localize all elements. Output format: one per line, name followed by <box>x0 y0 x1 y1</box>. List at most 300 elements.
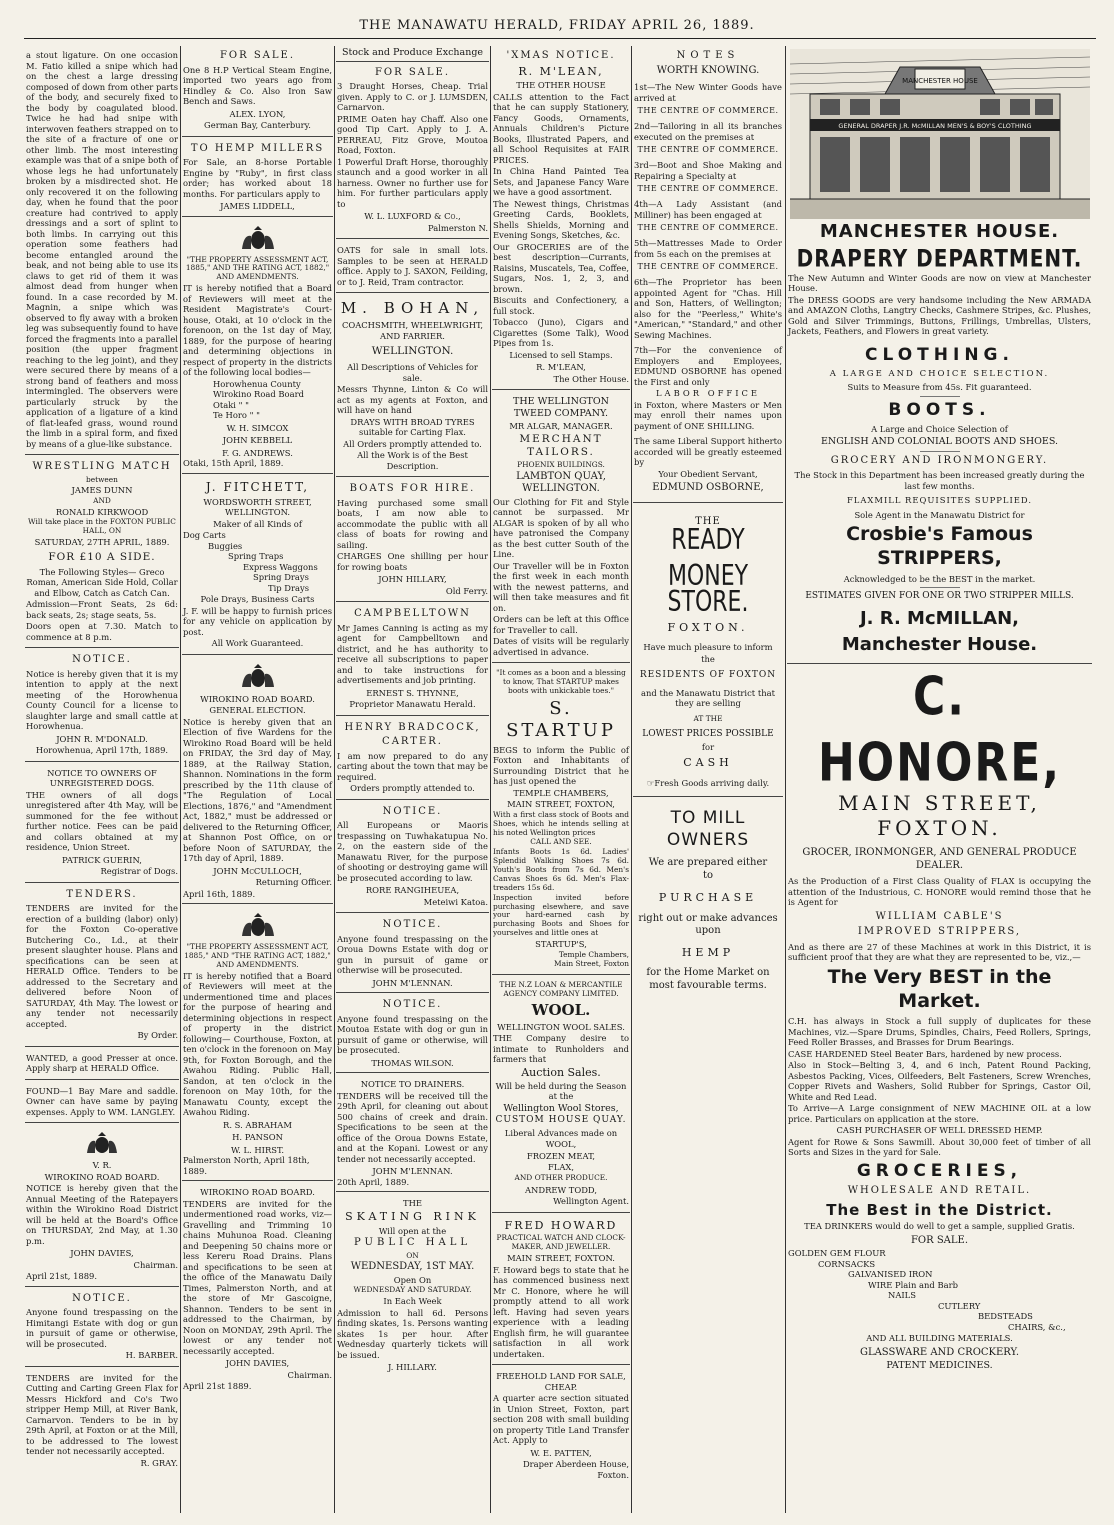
ad-text: Anyone found trespassing on the Himitangi Estate with dog or gun in pursuit of game or otherwise, will be prosecuted. <box>26 1307 178 1349</box>
column-1 <box>25 46 179 1515</box>
ad-date: Palmerston North, April 18th, 1889. <box>183 1155 310 1176</box>
ad-subtitle: WORTH KNOWING. <box>656 64 760 76</box>
ad-subtitle: A LARGE AND CHOICE SELECTION. <box>829 368 1050 379</box>
ad-text: Having purchased some small boats, I am now able to accommodate the public with all class of boats for rowing and sailing. <box>337 497 488 550</box>
xmas-notice-ad <box>492 46 630 390</box>
ad-text: Will be held during the Season at the <box>495 1080 627 1101</box>
column-rule <box>785 46 786 1513</box>
ad-title: NOTICE TO OWNERS OF UNREGISTERED DOGS. <box>47 767 157 789</box>
campbelltown-ad <box>336 604 489 716</box>
ad-text: TENDERS are invited for the Cutting and Carting Green Flax for Messrs Hickford and Co's Two stripper Hemp Mill, at River Bank, Carnarvon. Tenders to be in by 29th April, at Foxton or at the Mill, to be addressed to The lowest tender not necessarily accepted. <box>26 1372 178 1457</box>
story-text: a stout ligature. On one occasion M. Fatio killed a snipe which had on the chest a large dressing composed of down from other parts of the body, and securely fixed to the body by coagulated blood. Twice he had had snipe with interwoven feathers strapped on to the site of a fracture of one or other limb. The most interesting example was that of a snipe both of whose legs he had unfortunately broken by a misdirected shot. He only recovered it on the following day, when he found that the poor creature had contrived to apply dressings and a sort of splint to both limbs. In carrying out this operation some feathers had become entangled around the beak, and not being able to use its claws to get rid of them it was almost dead from hunger when found. In a case recorded by M. Magnin, a snipe which was observed to fly away with a broken leg was subsequently found to have forced the fragments into a parallel position (the upper fragment reaching to the leg joint), and they were secured there by means of a strong band of feathers and moss intermingled. The observers were particularly struck by the application of a ligature of a kind of flat-leafed grass, wound round the limb in a spiral form, and fixed by means of a glue-like substance. <box>26 50 178 449</box>
ad-text: CALL AND SEE. <box>530 837 592 847</box>
drainers-ad <box>336 1075 489 1192</box>
ad-text: For Sale, an 8-horse Portable Engine by "Ruby", in first class order; has worked about 18 months. For particulars apply to <box>183 157 332 199</box>
ad-text: CUSTOM HOUSE QUAY. <box>495 1115 627 1126</box>
ad-quote: "It comes as a boon and a blessing to know, That STARTUP makes boots with unkickable toes." <box>496 668 626 695</box>
ad-text: Our Clothing for Fit and Style cannot be surpassed. Mr ALGAR is spoken of by all who have patronised the Company as the best cutter South of the Line. <box>493 496 629 560</box>
ad-text: Inspection invited before purchasing elsewhere, and save your hard-earned cash by purchasing Boots and Shoes for yourselves and little ones at <box>493 892 629 938</box>
ad-text: THE N.Z LOAN & MERCANTILE AGENCY COMPANY LIMITED. <box>499 980 623 999</box>
dogs-notice <box>25 764 179 883</box>
ad-title: "THE PROPERTY ASSESSMENT ACT, 1885," AND THE RATING ACT, 1882," AND AMENDMENTS. <box>185 254 330 282</box>
tuwhakatupua-notice <box>336 802 489 914</box>
ad-text: CHARGES One shilling per hour for rowing boats <box>337 551 488 572</box>
list-item: Spring Drays <box>253 572 309 583</box>
divider <box>920 396 960 397</box>
ad-text: THE Company desire to intimate to Runholders and farmers that <box>493 1033 629 1065</box>
ad-title: J. FITCHETT, <box>205 479 310 494</box>
centre-of-commerce: THE CENTRE OF COMMERCE. <box>637 184 779 193</box>
ad-text: Maker of all Kinds of <box>213 518 302 529</box>
signature: J. HILLARY. <box>388 1362 437 1373</box>
ad-text: Agent for Rowe & Sons Sawmill. About 30,000 feet of timber of all Sorts and Sizes in the yard for Sale. <box>788 1136 1091 1158</box>
column-4 <box>492 46 630 1515</box>
bohan-ad <box>336 295 489 477</box>
ad-date: April 21st 1889. <box>183 1381 252 1392</box>
ad-title: "THE PROPERTY ASSESSMENT ACT, 1885," AND "THE RATING ACT, 1882," AND AMENDMENTS. <box>184 942 331 969</box>
list-item: FLAX, <box>547 1162 575 1173</box>
ad-text: IT is hereby notified that a Board of Reviewers will meet at the Resident Magistrate's Court-house, Otaki, at 10 o'clock in the forenoon, on the 1st day of May, 1889, for the purpose of hearing and determining objections in respect of property in the districts of the following local bodies— <box>183 283 332 378</box>
ad-text: LOWEST PRICES POSSIBLE <box>642 729 774 740</box>
merchant-name: C. HONORE, <box>817 666 1062 794</box>
ad-text: DRAYS WITH BROAD TYRES suitable for Carting Flax. <box>350 416 475 438</box>
manchester-house-ad <box>787 46 1092 664</box>
wirokino-meeting-ad <box>25 1125 179 1287</box>
ad-text: Palmerston N. <box>427 222 488 233</box>
ad-text: for <box>701 741 715 752</box>
list-item: Buggies <box>208 540 243 551</box>
building-sign-text: MANCHESTER HOUSE <box>901 77 978 85</box>
centre-of-commerce: THE CENTRE OF COMMERCE. <box>637 223 779 232</box>
wrestler-name: JAMES DUNN <box>71 485 133 496</box>
ad-text: Wellington Wool Stores, <box>503 1102 619 1114</box>
ad-text: 1 Powerful Draft Horse, thoroughly staunch and a good worker in all harness. Owner no further use for him. For further particulars apply to <box>337 156 488 209</box>
masthead-rule <box>24 38 1096 39</box>
royal-crest-icon <box>238 912 278 940</box>
ad-text: CASE HARDENED Steel Beater Bars, hardened by new process. <box>788 1048 1062 1059</box>
ad-text: I am now prepared to do any carting about the town that may be required. <box>337 750 488 782</box>
ad-text: WANTED, a good Presser at once. Apply sharp at HERALD Office. <box>26 1052 178 1074</box>
ad-text: J. F. will be happy to furnish prices for any vehicle on application by post. <box>183 605 332 637</box>
ad-subtitle: FLAXMILL REQUISITES SUPPLIED. <box>847 495 1032 505</box>
merchant-address: MAIN STREET, FOXTON. <box>838 791 1041 841</box>
ad-text: Sole Agent in the Manawatu District for <box>854 509 1025 520</box>
ad-text: To Arrive—A Large consignment of NEW MACHINE OIL at a low price. Particulars on application at the store. <box>788 1103 1091 1124</box>
royal-crest-icon <box>238 225 278 253</box>
signature-role: Draper Aberdeen House, Foxton. <box>522 1459 629 1480</box>
signature: ALEX. LYON, <box>229 108 286 119</box>
signature: ERNEST S. THYNNE, <box>366 687 459 698</box>
list-item: BEDSTEADS <box>978 1311 1033 1322</box>
ad-text: With a first class stock of Boots and Shoes, which he intends selling at his noted Wellington prices <box>493 809 629 837</box>
list-item: Spring Traps <box>228 551 284 562</box>
ad-title: THE WELLINGTON TWEED COMPANY. <box>513 396 609 420</box>
ad-text: In Each Week <box>383 1296 442 1307</box>
department-title: GROCERY AND IRONMONGERY. <box>830 454 1049 466</box>
found-ad <box>25 1082 179 1124</box>
list-item: Horowhenua County <box>213 378 301 389</box>
list-item: Dog Carts <box>183 530 226 541</box>
boats-ad <box>336 479 489 602</box>
product-name: WILLIAM CABLE'S <box>875 910 1004 922</box>
signature: W. E. PATTEN, <box>530 1447 592 1458</box>
ad-text: LAMBTON QUAY, WELLINGTON. <box>516 470 606 495</box>
ad-title: FREEHOLD LAND FOR SALE, CHEAP. <box>496 1371 626 1392</box>
column-rule <box>631 46 632 1513</box>
ad-text: GLASSWARE AND CROCKERY. <box>859 1346 1020 1358</box>
list-item: Express Waggons <box>243 561 318 572</box>
ad-text: ON <box>406 1250 419 1260</box>
ad-title: NOTICE. <box>382 805 443 817</box>
oats-ad <box>336 241 489 293</box>
wirokino-tenders-ad <box>182 1183 333 1396</box>
department-title: GROCERIES, <box>856 1160 1023 1181</box>
ad-text: Tobacco (Juno), Cigars and Cigarettes (Some Talk), Wood Pipes from 1s. <box>493 317 629 349</box>
fitchett-ad <box>182 476 333 655</box>
centre-of-commerce: THE CENTRE OF COMMERCE. <box>637 262 779 271</box>
ad-text: TEA DRINKERS would do well to get a sample, supplied Gratis. <box>804 1221 1075 1232</box>
ad-subtitle: THE OTHER HOUSE <box>516 80 606 91</box>
ad-text: Temple Chambers, <box>558 949 629 959</box>
ad-text: Notice is hereby given that an Election of five Wardens for the Wirokino Road Board will be held on FRIDAY, the 3rd day of May, 1889, at the Railway Station, Shannon. Nominations in the form prescribed by the 11th clause of "The Regulation of Local Elections, 1876," and "Amendment Act, 1882," must be addressed or delivered to the Returning Officer, at Shannon Post Office, on or before Noon of SATURDAY, the 17th day of April, 1889. <box>183 716 332 864</box>
ad-title: WOOL. <box>531 1001 591 1019</box>
ad-text: Anyone found trespassing on the Oroua Downs Estate with dog or gun in pursuit of game or otherwise will be prosecuted. <box>337 933 488 976</box>
snipe-story <box>25 46 179 455</box>
signature: By Order. <box>137 1030 178 1041</box>
ad-text: PATENT MEDICINES. <box>886 1360 993 1372</box>
skating-rink-ad <box>336 1194 489 1377</box>
ad-text: Mr James Canning is acting as my agent for Campbelltown and district, and he has authority to receive all subscriptions to paper and to take instructions for advertisements and job printing. <box>337 622 488 686</box>
ad-title: FRED HOWARD <box>504 1218 618 1232</box>
for-sale-engine-ad <box>182 46 333 137</box>
royal-crest-icon <box>83 1131 121 1157</box>
list-item: FROZEN MEAT, <box>526 1150 596 1161</box>
ad-text: And as there are 27 of these Machines at work in this District, it is sufficient proof that they are what they are represented to be, viz.,— <box>788 941 1091 963</box>
ad-subtitle: WELLINGTON WOOL SALES. <box>497 1021 625 1032</box>
ad-text: Our GROCERIES are of the best description—Currants, Raisins, Muscatels, Tea, Coffee, Sugars, Nos. 1, 2, 3, and brown. <box>493 241 629 294</box>
signature-role: Chairman. <box>133 1259 178 1270</box>
ad-title: NOTES <box>676 50 740 61</box>
ad-title: M. BOHAN, <box>340 299 485 318</box>
notice-ad <box>25 650 179 762</box>
note-item: 3rd—Boot and Shoe Making and Repairing a Specialty at <box>634 160 782 181</box>
event-date: WEDNESDAY, 1ST MAY. <box>350 1261 475 1273</box>
ad-text: for the Home Market on most favourable terms. <box>646 967 770 991</box>
ad-text: WEDNESDAY AND SATURDAY. <box>353 1285 472 1295</box>
osborne-notes-ad <box>633 46 783 503</box>
ad-text: ☞Fresh Goods arriving daily. <box>646 777 770 788</box>
ad-text: IT is hereby notified that a Board of Reviewers will meet at the undermentioned time and places for the purpose of hearing and determining objections in respect of property in the district following— Courthouse, Foxton, at ten o'clock in the forenoon on May 9th, for Foxton Borough, and the Awahou Riding. Public Hall, Sandon, at ten o'clock in the forenoon on May 10th, for the Manawatu County, except the Awahou Riding. <box>183 970 332 1118</box>
list-item: Tip Drays <box>268 582 310 593</box>
ad-subtitle: FOXTON. <box>667 620 749 634</box>
ad-text: HEMP <box>681 945 735 959</box>
bradcock-ad <box>336 718 489 800</box>
ad-text: The New Autumn and Winter Goods are now on view at Manchester House. <box>788 272 1091 293</box>
event-date: SATURDAY, 27TH APRIL, 1889. <box>34 537 170 547</box>
list-item: Te Horo " " <box>213 410 260 421</box>
divider <box>920 451 960 452</box>
column-rule <box>180 46 181 1513</box>
ad-text: THE <box>695 515 721 527</box>
assessment-ad-otaki <box>182 219 333 474</box>
section-title: Stock and Produce Exchange <box>336 47 489 62</box>
ad-text: As the Production of a First Class Quality of FLAX is occupying the attention of the Industrious, C. HONORE would remind those that he is Agent for <box>788 876 1091 908</box>
signature: W. L. HIRST. <box>230 1144 285 1155</box>
ad-text: AND OTHER PRODUCE. <box>514 1172 608 1182</box>
ad-title: NOTICE. <box>72 654 132 666</box>
column-6 <box>787 46 1092 1515</box>
ad-title: STORE. <box>667 586 749 619</box>
ad-text: Doors open at 7.30. Match to commence at 8 p.m. <box>26 621 178 642</box>
ad-text: TENDERS are invited for the undermentioned road works, viz— Gravelling and Trimming 10 chains Muhunoa Road. Cleaning and Deepening 50 chains more or less Kereru Road Drains. Plans and specifications to be seen at the office of the Manawatu Daily Times, Palmerston North, and at the store of Mr Gascoigne, Shannon. Tenders to be sent in addressed to the Chairman, by Noon on MONDAY, 29th April. The lowest or any tender not necessarily accepted. <box>183 1198 332 1356</box>
ad-text: Main Street, Foxton <box>554 959 629 969</box>
ad-text: C.H. has always in Stock a full supply of duplicates for these Machines, viz.—Spare Drums, Spindles, Chairs, Feed Rollers, Springs, Feed Roller Brasses, and Brasses for Drum Bearings. <box>788 1016 1091 1048</box>
honore-ad <box>787 666 1092 1377</box>
ad-text: PHOENIX BUILDINGS. <box>517 459 605 469</box>
ad-text: AT THE <box>693 713 723 723</box>
ad-text: F. Howard begs to state that he has commenced business next Mr C. Honore, where he will promptly attend to all work left. Having had seven years experience with a leading English firm, he will guarantee satisfaction in all work undertaken. <box>493 1264 629 1359</box>
ad-subtitle: FOR SALE. <box>910 1234 969 1246</box>
signature-role: Returning Officer. <box>255 877 332 888</box>
ad-title: BOATS FOR HIRE. <box>349 483 476 495</box>
ad-title: NOTICE. <box>382 999 443 1011</box>
signature: W. L. LUXFORD & Co., <box>364 211 461 222</box>
ad-date: 20th April, 1889. <box>337 1176 410 1187</box>
ad-subtitle: GROCER, IRONMONGER, AND GENERAL PRODUCE DEALER. <box>802 847 1077 871</box>
ad-text: Will open at the <box>378 1225 447 1236</box>
signature-role: Meteiwi Katoa. <box>423 896 488 907</box>
ad-title: READY MONEY <box>667 524 749 593</box>
signature-role: Wellington Agent. <box>553 1196 629 1206</box>
ad-text: A quarter acre section situated in Union Street, Foxton, part section 208 with small building on property Title Land Transfer Act. Apply to <box>493 1393 629 1445</box>
ad-text: THE <box>402 1198 422 1209</box>
ad-text: The Following Styles— Greco Roman, American Side Hold, Collar and Elbow, Catch as Catch Can. <box>26 566 178 598</box>
signature: JOHN M'LENNAN. <box>372 977 453 988</box>
ad-text: FOUND—1 Bay Mare and saddle. Owner can have same by paying expenses. Apply to WM. LANGLEY. <box>26 1085 178 1117</box>
ad-title: WIROKINO ROAD BOARD. <box>200 1187 315 1198</box>
ad-title: WIROKINO ROAD BOARD. <box>200 693 315 704</box>
ad-text: to <box>702 870 714 882</box>
list-item: WIRE Plain and Barb <box>868 1279 958 1290</box>
ad-text: CASH PURCHASER OF WELL DRESSED HEMP. <box>836 1125 1043 1136</box>
store-name: Manchester House. <box>841 633 1038 655</box>
note-item: 2nd—Tailoring in all its branches executed on the premises at <box>634 121 782 142</box>
ad-subtitle: WHOLESALE AND RETAIL. <box>847 1185 1032 1196</box>
ad-text: the <box>701 653 715 664</box>
ad-text: Licensed to sell Stamps. <box>509 349 613 360</box>
royal-crest-icon <box>238 663 278 691</box>
ad-text: All Descriptions of Vehicles for sale. <box>347 362 478 383</box>
freehold-land-ad <box>492 1367 630 1485</box>
department-title: CLOTHING. <box>865 344 1014 365</box>
wool-sales-ad <box>492 977 630 1212</box>
oroua-notice <box>336 915 489 993</box>
moutoa-notice <box>336 995 489 1073</box>
ad-text: ESTIMATES GIVEN FOR ONE OR TWO STRIPPER MILLS. <box>805 591 1074 601</box>
ad-text: The Stock in this Department has been increased greatly during the last few months. <box>794 470 1085 491</box>
howard-jeweller-ad <box>492 1215 630 1366</box>
signature-role: Chairman. <box>287 1369 332 1380</box>
assessment-ad-foxton <box>182 906 333 1181</box>
signature: THOMAS WILSON. <box>371 1057 454 1068</box>
ad-text: OATS for sale in small lots. Samples to be seen at HERALD office. Apply to J. SAXON, Feilding, or to J. Reid, Tram contractor. <box>337 245 488 287</box>
ad-text: between <box>86 474 118 484</box>
signature: H. BARBER. <box>125 1350 178 1361</box>
ad-text: Suits to Measure from 45s. Fit guaranteed. <box>847 382 1032 393</box>
tweed-company-ad <box>492 392 630 663</box>
signature: JOHN KEBBELL <box>222 435 293 446</box>
ad-title: 'XMAS NOTICE. <box>506 50 616 61</box>
ad-text: Have much pleasure to inform <box>643 642 773 653</box>
labor-office: LABOR OFFICE <box>655 388 761 398</box>
centre-of-commerce: THE CENTRE OF COMMERCE. <box>637 106 779 115</box>
manchester-house-building-illustration <box>790 49 1090 219</box>
wrestling-ad <box>25 457 179 648</box>
list-item: Wirokino Road Board <box>213 389 304 400</box>
ad-text: THE owners of all dogs unregistered after 4th May, will be summoned for the fee without further notice. Fees can be paid and collars obtained at my residence, Union Street. <box>26 789 178 853</box>
ad-text: right out or make advances upon <box>638 912 778 937</box>
column-5 <box>633 46 783 1515</box>
ad-text: WORDSWORTH STREET, WELLINGTON. <box>203 496 312 518</box>
signature: H. PANSON <box>232 1132 283 1143</box>
ad-text: PUBLIC HALL <box>354 1237 471 1248</box>
ad-text: NOTICE is hereby given that the Annual Meeting of the Ratepayers within the Wirokino Road District will be held at the Board's Office on THURSDAY, 2nd May, at 1.30 p.m. <box>26 1183 178 1246</box>
column-3 <box>336 46 489 1515</box>
ad-text: Orders promptly attended to. <box>350 783 475 794</box>
ad-text: Admission to hall 6d. Persons finding skates, 1s. Persons wanting skates 1s per hour. After Wednesday quarterly tickets will be issued. <box>337 1307 488 1360</box>
ad-date: April 21st, 1889. <box>26 1271 98 1282</box>
column-rule <box>490 46 491 1513</box>
mill-owners-ad <box>633 799 783 997</box>
ad-date: April 16th, 1889. <box>183 888 256 899</box>
for-sale-horses-ad <box>336 63 489 240</box>
startup-boots-ad <box>492 665 630 975</box>
signature-role: Proprietor Manawatu Herald. <box>349 699 476 710</box>
masthead: THE MANAWATU HERALD, FRIDAY APRIL 26, 1889. <box>359 18 755 33</box>
ad-text: Notice is hereby given that it is my intention to apply at the next meeting of the Horowhenua County Council for a license to slaughter large and small cattle at Horowhenua. <box>26 668 178 732</box>
ad-text: All Europeans or Maoris trespassing on Tuwhakatupua No. 2, on the eastern side of the Manawatu River, for the purpose of shooting or destroying game will be prosecuted according to law. <box>337 820 488 883</box>
ad-text: One 8 H.P Vertical Steam Engine, imported two years ago from Hindley & Co. Also Iron Saw Bench and Saws. <box>183 64 332 106</box>
ad-date: Otaki, 15th April, 1889. <box>183 458 284 469</box>
ad-title: SKATING RINK <box>345 1209 480 1223</box>
product-name: Crosbie's Famous STRIPPERS, <box>846 523 1033 569</box>
centre-of-commerce: THE CENTRE OF COMMERCE. <box>637 145 779 154</box>
signature: JOHN M'LENNAN. <box>372 1166 453 1177</box>
ad-text: 3 Draught Horses, Cheap. Trial given. Apply to C. or J. LUMSDEN, Carnarvon. <box>337 81 488 113</box>
list-item: GALVANISED IRON <box>848 1269 933 1280</box>
slogan: The Very BEST in the Market. <box>827 965 1052 1012</box>
ad-title: NOTICE TO DRAINERS. <box>360 1079 465 1090</box>
ad-date: Horowhenua, April 17th, 1889. <box>35 745 169 756</box>
product-name: IMPROVED STRIPPERS, <box>857 926 1022 938</box>
column-2 <box>182 46 333 1515</box>
ad-text: Our Traveller will be in Foxton the first week in each month with the newest patterns, and will then take measures and fit on. <box>493 560 629 613</box>
ad-title: NOTICE. <box>382 919 443 931</box>
ad-text: Your Obedient Servant, <box>658 468 758 479</box>
signature: F. G. ANDREWS. <box>222 447 293 458</box>
signature: JOHN McCULLOCH, <box>213 865 302 876</box>
flax-tenders-ad <box>25 1369 179 1474</box>
note-item: 7th—For the convenience of Employers and Employees, EDMUND OSBORNE has opened the First and only <box>634 345 782 387</box>
signature-role: The Other House. <box>553 373 629 384</box>
signature-role: Registrar of Dogs. <box>100 866 178 877</box>
signature: JOHN DAVIES, <box>225 1358 290 1369</box>
ad-text: Acknowledged to be the BEST in the market. <box>843 573 1036 584</box>
ad-text: All the Work is of the Best Description. <box>357 450 468 471</box>
signature: R. GRAY. <box>140 1457 178 1468</box>
ad-text: MR ALGAR, MANAGER. <box>509 421 613 431</box>
ad-title: S. STARTUP <box>506 697 616 742</box>
ad-subtitle: PRACTICAL WATCH AND CLOCK-MAKER, AND JEWELLER. <box>496 1233 626 1252</box>
ad-text: TENDERS are invited for the erection of a building (labor) only) for the Foxton Co-operative Butchering Co., Ld., at their present slaughter house. Plans and specifications can be seen at HERALD Office. Tenders to be addressed to the Secretary and delivered before Noon of SATURDAY, 4th May. The lowest or any tender not necessarily accepted. <box>26 903 178 1029</box>
list-item: CHAIRS, &c., <box>1008 1321 1066 1332</box>
ad-text: RESIDENTS OF FOXTON <box>639 670 777 681</box>
ad-text: Admission—Front Seats, 2s 6d: back seats, 2s; stage seats, 5s. <box>26 599 178 620</box>
ad-text: The Newest things, Christmas Greeting Cards, Booklets, Shells Shields, Morning and Evening Songs, Sketches, &c. <box>493 198 629 241</box>
ad-text: We are prepared either <box>648 856 768 868</box>
signature: JAMES LIDDELL, <box>220 201 295 211</box>
ad-text: and the Manawatu District that they are selling <box>641 687 775 708</box>
ad-title: HENRY BRADCOCK, <box>344 721 481 733</box>
ad-text: R. M'LEAN, <box>518 64 604 78</box>
tenders-ad <box>25 885 179 1047</box>
ad-text: CALLS attention to the Fact that he can supply Stationery, Fancy Goods, Ornaments, Annuals Children's Picture Books, Illustrated Papers, and all School Requisites at FAIR PRICES. <box>493 91 629 165</box>
list-item: Otaki " " <box>213 399 250 410</box>
note-item: 1st—The New Winter Goods have arrived at <box>634 82 782 103</box>
ad-text: Messrs Thynne, Linton & Co will act as my agents at Foxton, and will have on hand <box>337 384 488 416</box>
ad-text: MAIN STREET, FOXTON. <box>507 1253 615 1263</box>
ad-text: TENDERS will be received till the 29th April, for cleaning out about 500 chains of creek and drain. Specifications to be seen at the office of the Oroua Downs Estate, and at the Kopani. Lowest or any tender not necessarily accepted. <box>337 1090 488 1164</box>
signature: R. S. ABRAHAM <box>223 1119 292 1130</box>
ad-text: PRIME Oaten hay Chaff. Also one good Tip Cart. Apply to J. A. PERREAU, Fitz Grove, Moutoa Road, Foxton. <box>337 113 488 156</box>
barber-notice <box>25 1289 179 1367</box>
ad-title: CAMPBELLTOWN <box>354 608 471 620</box>
ad-text: A Large and Choice Selection of <box>871 424 1008 435</box>
signature: RORE RANGIHEUEA, <box>365 885 460 896</box>
ad-title: TO MILL OWNERS <box>666 808 750 850</box>
ad-text: PURCHASE <box>658 890 758 904</box>
ad-text: Will take place in the FOXTON PUBLIC HALL, ON <box>28 517 176 536</box>
ad-subtitle: GENERAL ELECTION. <box>209 705 306 716</box>
list-item: CORNSACKS <box>818 1258 876 1269</box>
ad-text: Old Ferry. <box>445 585 488 596</box>
ad-text: AND <box>93 495 111 505</box>
ad-text: V. R. <box>92 1160 112 1171</box>
ad-text: All Work Guaranteed. <box>211 638 304 649</box>
ad-text: Anyone found trespassing on the Moutoa Estate with dog or gun in pursuit of game or otherwise, will be prosecuted. <box>337 1013 488 1056</box>
note-item: 6th—The Proprietor has been appointed Agent for "Chas. Hill and Son, Hatters, of Wellington; also for the "Peerless," White's "American," "Standard," and other Sewing Machines. <box>634 277 782 340</box>
signature: EDMUND OSBORNE, <box>652 482 764 493</box>
ad-text: CASH <box>683 756 733 770</box>
signature: W. H. SIMCOX <box>226 422 289 433</box>
store-name: MANCHESTER HOUSE. <box>819 221 1060 242</box>
ad-subtitle: MERCHANT TAILORS. <box>519 432 603 458</box>
signature: JOHN R. M'DONALD. <box>56 733 148 744</box>
price-list: Infants Boots 1s 6d. Ladies' Splendid Walking Shoes 7s 6d. Youth's Boots from 7s 6d. Men's Canvas Shoes 6s 6d. Men's Flax-treaders 15s 6d. <box>493 847 629 892</box>
department-title: DRAPERY DEPARTMENT. <box>796 243 1083 272</box>
list-item: Pole Drays, Business Carts <box>200 594 315 605</box>
ad-title: WRESTLING MATCH <box>32 461 172 472</box>
ad-subtitle: COACHSMITH, WHEELWRIGHT, AND FARRIER. <box>341 320 484 341</box>
ad-text: Liberal Advances made on <box>504 1127 618 1138</box>
ad-title: WIROKINO ROAD BOARD. <box>44 1171 160 1182</box>
list-item: NAILS <box>888 1290 916 1301</box>
ad-text: Orders can be left at this Office for Traveller to call. <box>493 614 629 635</box>
ad-text: Auction Sales. <box>521 1065 601 1079</box>
list-item: WOOL, <box>545 1139 577 1150</box>
list-item: GOLDEN GEM FLOUR <box>788 1248 886 1259</box>
note-item: in Foxton, where Masters or Men may enroll their names upon payment of ONE SHILLING. <box>634 399 782 431</box>
